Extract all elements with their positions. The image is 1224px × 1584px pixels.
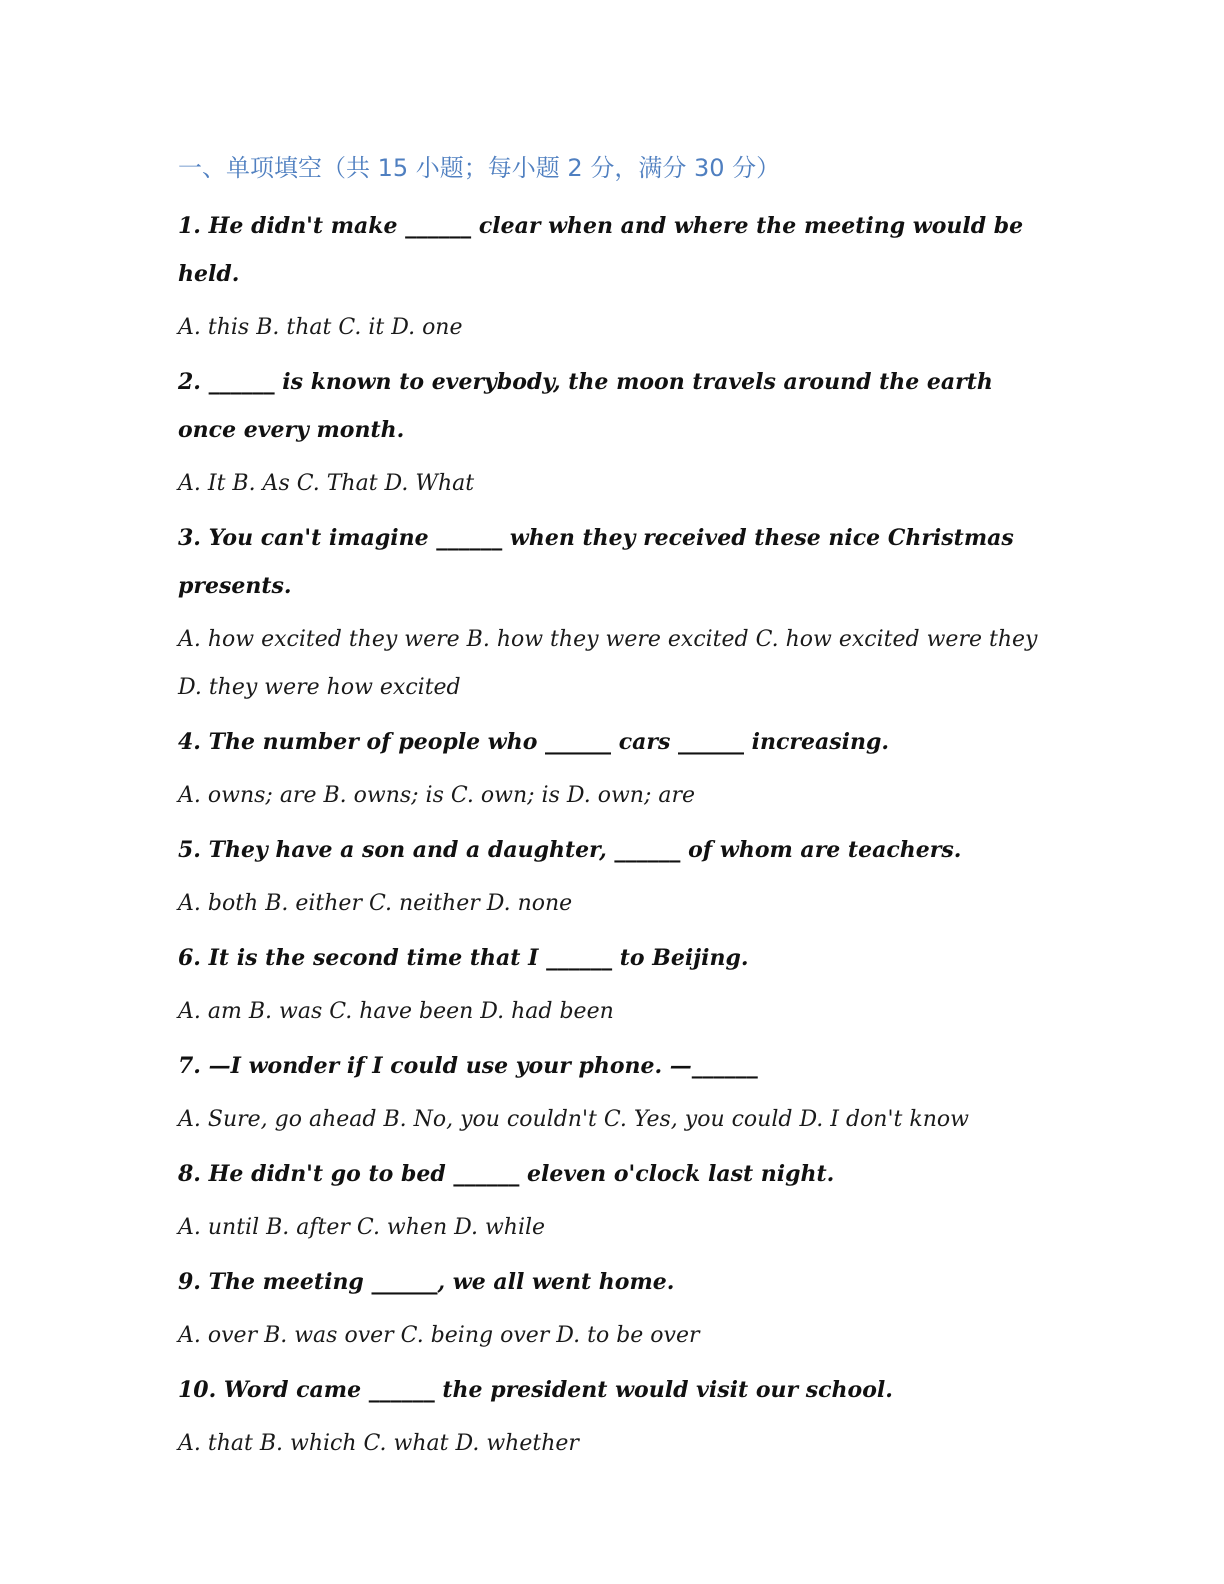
question-2 (178, 358, 1038, 514)
question-7 (178, 1042, 1038, 1150)
exam-page (178, 146, 1038, 1474)
question-stem: 8. He didn't go to bed ______ eleven o'clock last night. (178, 1161, 835, 1187)
question-stem: 7. —I wonder if I could use your phone. —______ (178, 1053, 758, 1079)
question-options: A. over B. was over C. being over D. to be over (178, 1323, 700, 1348)
question-options: A. am B. was C. have been D. had been (178, 999, 614, 1024)
question-stem: 3. You can't imagine ______ when they received these nice Christmas presents. (178, 525, 1014, 599)
question-stem: 5. They have a son and a daughter, ______ of whom are teachers. (178, 837, 962, 863)
question-5 (178, 826, 1038, 934)
question-10 (178, 1366, 1038, 1474)
question-options: A. until B. after C. when D. while (178, 1215, 546, 1240)
question-options: A. this B. that C. it D. one (178, 315, 463, 340)
question-stem: 4. The number of people who ______ cars ______ increasing. (178, 729, 890, 755)
question-stem: 10. Word came ______ the president would visit our school. (178, 1377, 893, 1403)
question-3 (178, 514, 1038, 718)
question-4 (178, 718, 1038, 826)
section-title: 一、单项填空（共 15 小题；每小题 2 分，满分 30 分） (178, 154, 781, 182)
question-6 (178, 934, 1038, 1042)
question-stem: 6. It is the second time that I ______ to Beijing. (178, 945, 749, 971)
question-options: A. that B. which C. what D. whether (178, 1431, 579, 1456)
question-9 (178, 1258, 1038, 1366)
question-options: A. owns; are B. owns; is C. own; is D. own; are (178, 783, 696, 808)
question-options: A. Sure, go ahead B. No, you couldn't C. Yes, you could D. I don't know (178, 1107, 969, 1132)
question-options: A. both B. either C. neither D. none (178, 891, 573, 916)
question-options: A. how excited they were B. how they were excited C. how excited were they D. they were how excited (178, 627, 1038, 700)
question-1 (178, 202, 1038, 358)
question-options: A. It B. As C. That D. What (178, 471, 475, 496)
question-stem: 1. He didn't make ______ clear when and where the meeting would be held. (178, 213, 1024, 287)
question-stem: 2. ______ is known to everybody, the moon travels around the earth once every month. (178, 369, 993, 443)
question-stem: 9. The meeting ______, we all went home. (178, 1269, 675, 1295)
question-8 (178, 1150, 1038, 1258)
